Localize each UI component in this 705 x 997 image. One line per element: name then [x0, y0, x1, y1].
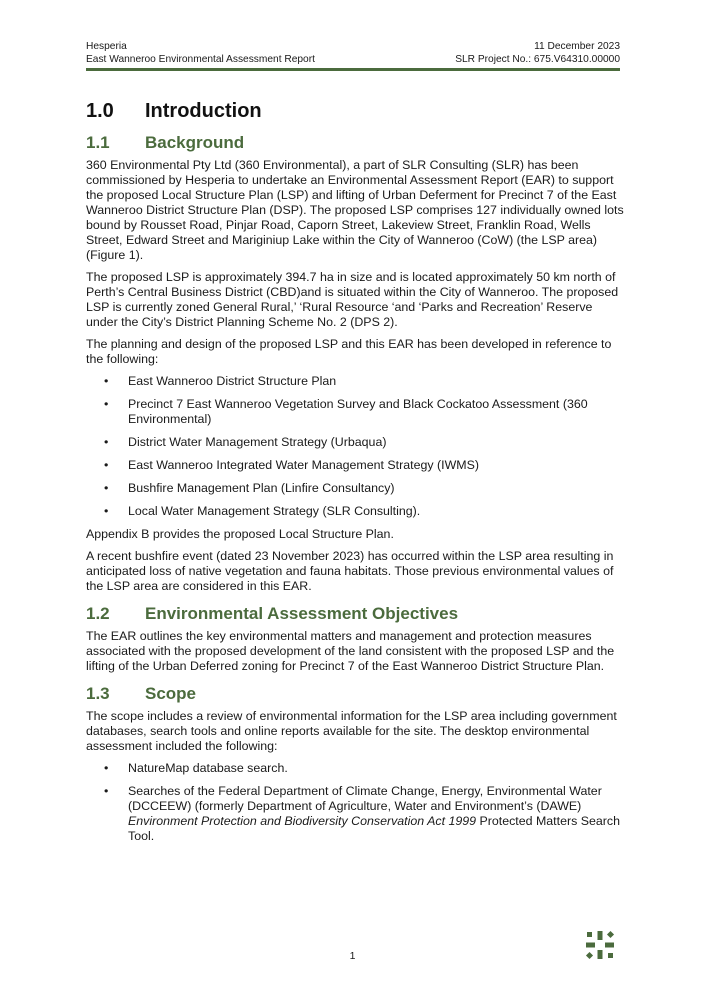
section-number: 1.0	[86, 100, 114, 122]
list-item	[86, 374, 624, 389]
subsection-number: 1.1	[86, 133, 110, 152]
header-rule	[86, 68, 620, 71]
bullet-icon: •	[104, 458, 109, 472]
paragraph: Appendix B provides the proposed Local Structure Plan.	[86, 527, 394, 541]
subsection-heading-scope	[86, 684, 624, 704]
subsection-number: 1.3	[86, 684, 110, 703]
subsection-heading-objectives	[86, 604, 624, 624]
list-item-text: District Water Management Strategy (Urbaqua)	[128, 435, 387, 449]
section-heading-introduction	[86, 100, 624, 123]
list-item-text: Local Water Management Strategy (SLR Consulting).	[128, 504, 421, 518]
bullet-icon: •	[104, 504, 109, 518]
bullet-icon: •	[104, 481, 109, 495]
header-client: Hesperia	[86, 41, 127, 52]
subsection-number: 1.2	[86, 604, 110, 623]
page-header	[86, 40, 620, 66]
page-number: 1	[349, 950, 356, 962]
header-report-title: East Wanneroo Environmental Assessment Report	[86, 54, 315, 65]
paragraph: The planning and design of the proposed LSP and this EAR has been developed in reference to the following:	[86, 337, 612, 366]
list-item-text: Precinct 7 East Wanneroo Vegetation Survey and Black Cockatoo Assessment (360 Environmental)	[128, 397, 588, 426]
list-item	[86, 481, 624, 496]
scope-list	[86, 761, 624, 844]
list-item	[86, 458, 624, 473]
bullet-icon: •	[104, 397, 109, 411]
paragraph: The scope includes a review of environmental information for the LSP area including government databases, search tools and online reports available for the site. The desktop environmental assessment included the following:	[86, 709, 617, 753]
header-date: 11 December 2023	[534, 41, 620, 52]
paragraph: The EAR outlines the key environmental matters and management and protection measures associated with the proposed development of the land consistent with the proposed LSP and the lifting of the Urban Deferred zoning for Precinct 7 of the East Wanneroo District Structure Plan.	[86, 629, 615, 673]
list-item-text: Bushfire Management Plan (Linfire Consultancy)	[128, 481, 395, 495]
paragraph: A recent bushfire event (dated 23 November 2023) has occurred within the LSP area resulting in anticipated loss of native vegetation and fauna habitats. Those previous environmental values of the LSP area are considered in this EAR.	[86, 549, 614, 593]
header-right	[455, 40, 620, 66]
header-left	[86, 40, 315, 66]
list-item-text-part: Searches of the Federal Department of Climate Change, Energy, Environmental Water (DCCEEW) (formerly Department of Agriculture, Water and Environment’s (DAWE)	[128, 784, 602, 813]
paragraph: 360 Environmental Pty Ltd (360 Environmental), a part of SLR Consulting (SLR) has been commissioned by Hesperia to undertake an Environmental Assessment Report (EAR) to support the proposed Local Structure Plan (LSP) and lifting of Urban Deferment for Precinct 7 of the East Wanneroo District Structure Plan (DSP). The proposed LSP comprises 127 individually owned lots bound by Rousset Road, Pinjar Road, Caporn Street, Lakeview Street, Franklin Road, Wells Street, Edward Street and Mariginiup Lake within the City of Wanneroo (CoW) (the LSP area) (Figure 1).	[86, 158, 624, 262]
list-item	[86, 784, 624, 844]
header-project-no: SLR Project No.: 675.V64310.00000	[455, 54, 620, 65]
bullet-icon: •	[104, 435, 109, 449]
paragraph: The proposed LSP is approximately 394.7 ha in size and is located approximately 50 km north of Perth’s Central Business District (CBD)and is situated within the City of Wanneroo. The proposed LSP is currently zoned General Rural,’ ‘Rural Resource ‘and ‘Parks and Recreation’ Reserve under the City’s District Planning Scheme No. 2 (DPS 2).	[86, 270, 619, 329]
subsection-heading-background	[86, 133, 624, 153]
page-content	[86, 96, 624, 852]
bullet-icon: •	[104, 784, 109, 798]
list-item-text: East Wanneroo Integrated Water Management Strategy (IWMS)	[128, 458, 479, 472]
list-item-text-part: Protected Matters Search Tool.	[128, 814, 620, 843]
act-title: Environment Protection and Biodiversity Conservation Act 1999	[128, 814, 477, 828]
list-item-text	[128, 784, 620, 843]
list-item-text: East Wanneroo District Structure Plan	[128, 374, 337, 388]
bullet-icon: •	[104, 374, 109, 388]
subsection-title: Scope	[145, 684, 197, 703]
subsection-title: Background	[145, 133, 245, 152]
list-item	[86, 397, 624, 427]
list-item	[86, 504, 624, 519]
subsection-title: Environmental Assessment Objectives	[145, 604, 459, 623]
bullet-icon: •	[104, 761, 109, 775]
list-item	[86, 761, 624, 776]
list-item	[86, 435, 624, 450]
section-title: Introduction	[145, 100, 262, 122]
list-item-text: NatureMap database search.	[128, 761, 288, 775]
reference-list	[86, 374, 624, 519]
